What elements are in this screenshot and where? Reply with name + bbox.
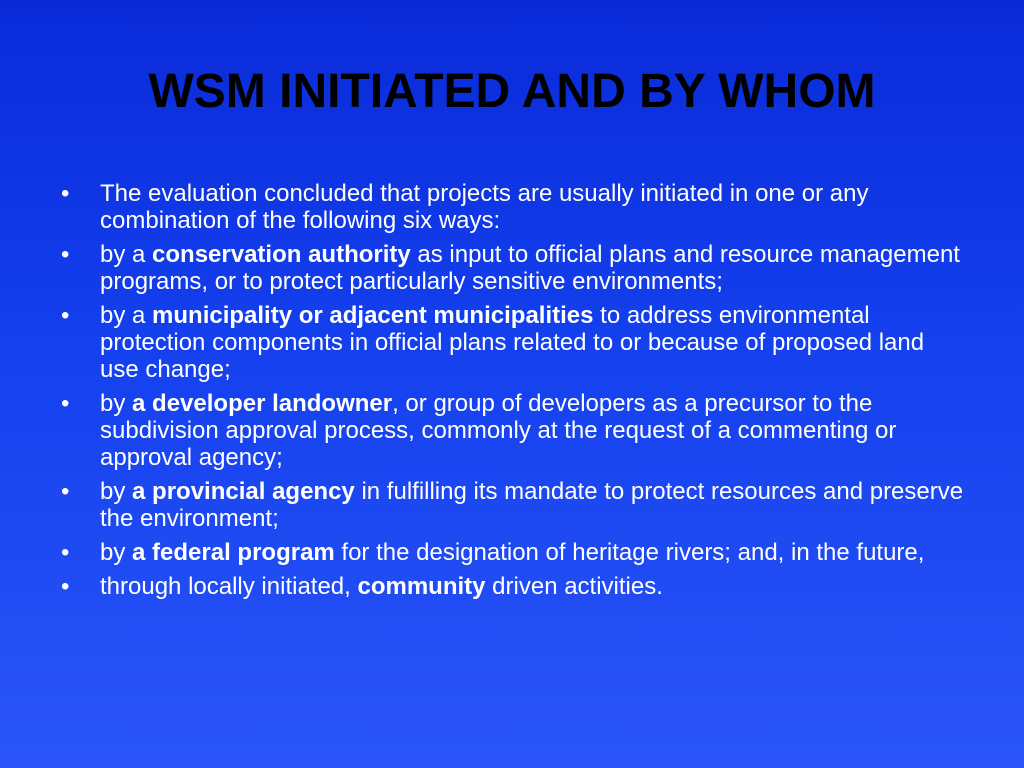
bullet-item-provincial-agency <box>58 478 968 532</box>
bullet-text: by <box>100 539 133 566</box>
bullet-icon: • <box>61 573 70 600</box>
bullet-bold-text: a federal program <box>132 539 335 566</box>
bullet-text: The evaluation concluded that projects are usually initiated in one or any combination of the following six ways: <box>100 180 869 234</box>
bullet-text-tail: driven activities. <box>485 573 663 600</box>
bullet-text-tail: to address environmental protection components in official plans related to or because of proposed land use change; <box>100 302 925 383</box>
bullet-text: through locally initiated, <box>100 573 358 600</box>
bullet-icon: • <box>61 390 70 417</box>
slide-title: WSM INITIATED AND BY WHOM <box>148 65 876 118</box>
bullet-item-community <box>58 573 968 600</box>
bullet-list <box>58 180 968 607</box>
bullet-text-tail: as input to official plans and resource management programs, or to protect particularly sensitive environments; <box>100 241 960 295</box>
bullet-text: by <box>100 390 133 417</box>
bullet-text-tail: in fulfilling its mandate to protect resources and preserve the environment; <box>100 478 964 532</box>
bullet-text: by a <box>100 241 153 268</box>
bullet-item-municipality <box>58 302 968 383</box>
bullet-item-developer <box>58 390 968 471</box>
bullet-item-intro <box>58 180 968 234</box>
bullet-text-tail: for the designation of heritage rivers; and, in the future, <box>334 539 925 566</box>
bullet-bold-text: municipality or adjacent municipalities <box>152 302 594 329</box>
bullet-icon: • <box>61 539 70 566</box>
bullet-bold-text: conservation authority <box>152 241 411 268</box>
bullet-text-tail: , or group of developers as a precursor to the subdivision approval process, commonly at the request of a commenting or approval agency; <box>100 390 897 471</box>
bullet-icon: • <box>61 302 70 329</box>
bullet-bold-text: a developer landowner <box>132 390 393 417</box>
bullet-icon: • <box>61 241 70 268</box>
bullet-item-conservation-authority <box>58 241 968 295</box>
bullet-icon: • <box>61 478 70 505</box>
bullet-bold-text: community <box>357 573 486 600</box>
bullet-icon: • <box>61 180 70 207</box>
bullet-text: by <box>100 478 133 505</box>
bullet-text: by a <box>100 302 153 329</box>
bullet-bold-text: a provincial agency <box>132 478 355 505</box>
bullet-item-federal-program <box>58 539 968 566</box>
